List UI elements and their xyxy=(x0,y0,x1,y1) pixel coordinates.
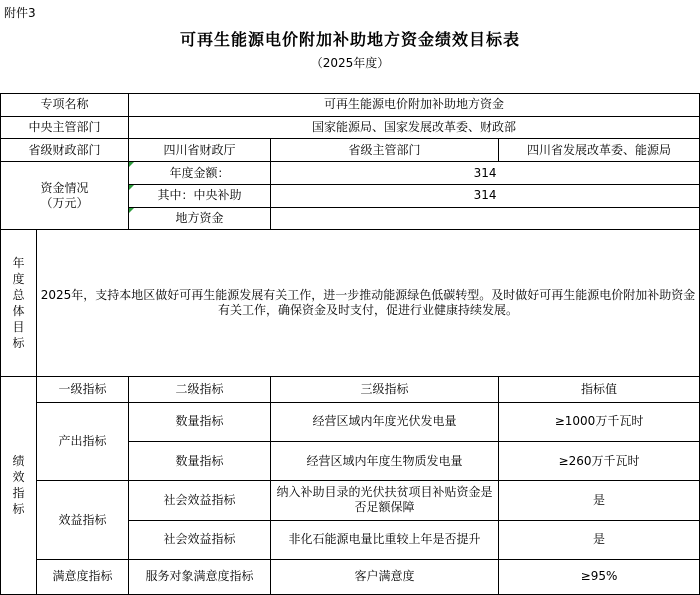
funds-label-line1: 资金情况 xyxy=(40,180,89,195)
funds-local-value xyxy=(271,207,700,230)
funds-annual-label: 年度金额： xyxy=(129,162,271,185)
header-level2: 二级指标 xyxy=(129,376,271,402)
performance-target-table xyxy=(0,93,700,595)
attachment-label: 附件3 xyxy=(4,6,36,20)
level2-cell: 数量指标 xyxy=(129,402,271,441)
performance-label: 绩效指标 xyxy=(1,376,37,594)
page-title: 可再生能源电价附加补助地方资金绩效目标表 xyxy=(179,30,520,49)
table-row xyxy=(1,116,700,139)
annual-goal-text: 2025年，支持本地区做好可再生能源发展有关工作，进一步推动能源绿色低碳转型。及时做好可再生能源电价附加补助资金有关工作，确保资金及时支付，促进行业健康持续发展。 xyxy=(37,230,700,377)
level2-cell: 数量指标 xyxy=(129,442,271,481)
level2-cell: 服务对象满意度指标 xyxy=(129,559,271,594)
table-row xyxy=(1,402,700,441)
table-row xyxy=(1,481,700,520)
project-label: 专项名称 xyxy=(1,94,129,117)
provincial-dept-value: 四川省发展改革委、能源局 xyxy=(499,139,700,162)
header-level3: 三级指标 xyxy=(271,376,499,402)
central-dept-value: 国家能源局、国家发展改革委、财政部 xyxy=(129,116,700,139)
value-cell: 是 xyxy=(499,481,700,520)
annual-goal-label: 年度总体目标 xyxy=(1,230,37,377)
level3-cell: 纳入补助目录的光伏扶贫项目补贴资金是否足额保障 xyxy=(271,481,499,520)
level3-cell: 非化石能源电量比重较上年是否提升 xyxy=(271,520,499,559)
header-level1: 一级指标 xyxy=(37,376,129,402)
level3-cell: 经营区域内年度生物质发电量 xyxy=(271,442,499,481)
level2-cell: 社会效益指标 xyxy=(129,520,271,559)
header-value: 指标值 xyxy=(499,376,700,402)
value-cell: ≥1000万千瓦时 xyxy=(499,402,700,441)
table-row xyxy=(1,376,700,402)
provincial-finance-label: 省级财政部门 xyxy=(1,139,129,162)
satisfaction-indicator: 满意度指标 xyxy=(37,559,129,594)
funds-local-label: 地方资金 xyxy=(129,207,271,230)
provincial-dept-label: 省级主管部门 xyxy=(271,139,499,162)
level3-cell: 经营区域内年度光伏发电量 xyxy=(271,402,499,441)
table-row xyxy=(1,559,700,594)
level3-cell: 客户满意度 xyxy=(271,559,499,594)
benefit-indicator: 效益指标 xyxy=(37,481,129,560)
funds-label-line2: （万元） xyxy=(40,195,89,210)
table-row xyxy=(1,162,700,185)
project-value: 可再生能源电价附加补助地方资金 xyxy=(129,94,700,117)
provincial-finance-value: 四川省财政厅 xyxy=(129,139,271,162)
value-cell: 是 xyxy=(499,520,700,559)
table-row xyxy=(1,139,700,162)
funds-annual-value: 314 xyxy=(271,162,700,185)
funds-central-label: 其中：中央补助 xyxy=(129,184,271,207)
value-cell: ≥95% xyxy=(499,559,700,594)
value-cell: ≥260万千瓦时 xyxy=(499,442,700,481)
central-dept-label: 中央主管部门 xyxy=(1,116,129,139)
funds-label xyxy=(1,162,129,230)
level2-cell: 社会效益指标 xyxy=(129,481,271,520)
year-label: （2025年度） xyxy=(310,56,390,70)
table-row xyxy=(1,94,700,117)
table-row xyxy=(1,230,700,377)
output-indicator: 产出指标 xyxy=(37,402,129,481)
funds-central-value: 314 xyxy=(271,184,700,207)
